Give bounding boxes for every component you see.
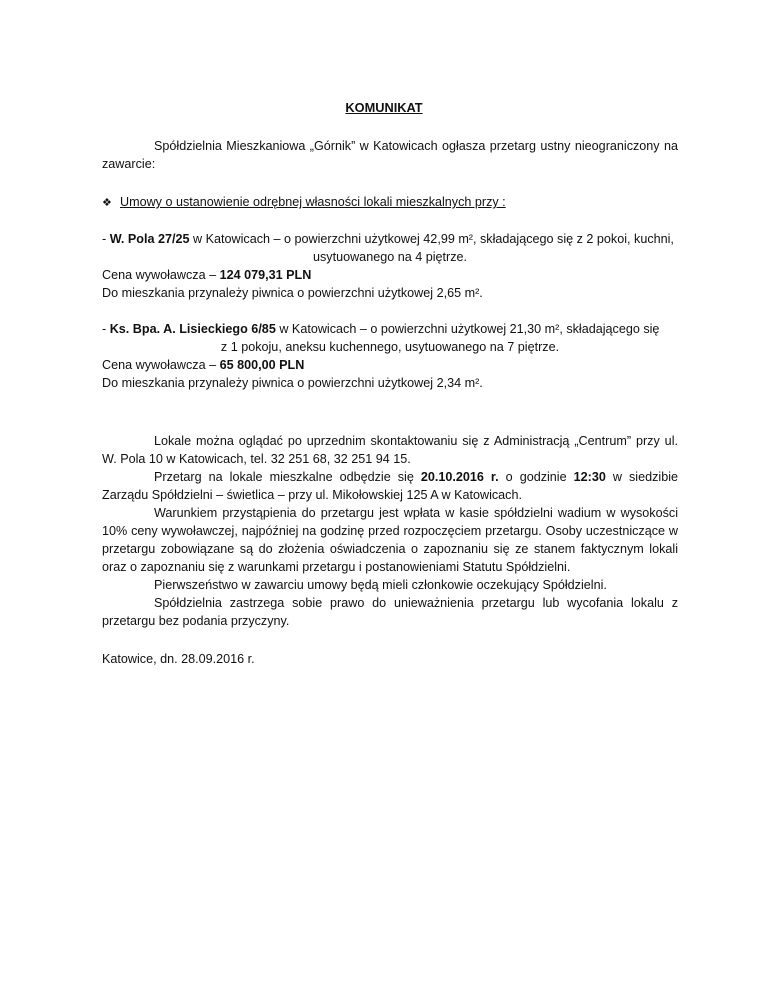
document-title: KOMUNIKAT <box>345 100 423 115</box>
unit-2 <box>102 320 678 392</box>
unit-1 <box>102 230 678 302</box>
diamond-bullet-icon: ❖ <box>102 197 112 209</box>
signature-date: Katowice, dn. 28.09.2016 r. <box>102 652 255 666</box>
body-paragraphs <box>102 432 678 630</box>
reservation-paragraph: Spółdzielnia zastrzega sobie prawo do unieważnienia przetargu lub wycofania lokalu z przetargu bez podania przyczyny. <box>102 596 678 628</box>
unit-1-line-2: usytuowanego na 4 piętrze. <box>312 250 468 264</box>
unit-2-line-1: - Ks. Bpa. A. Lisieckiego 6/85 w Katowicach – o powierzchni użytkowej 21,30 m², składającego się <box>102 322 660 336</box>
unit-1-address: W. Pola 27/25 <box>109 232 190 246</box>
auction-time: 12:30 <box>573 470 606 484</box>
auction-date: 20.10.2016 r. <box>420 470 499 484</box>
conditions-paragraph: Warunkiem przystąpienia do przetargu jest wpłata w kasie spółdzielni wadium w wysokości 10% ceny wywoławczej, najpóźniej na godzinę przed rozpoczęciem przetargu. Osoby uczestniczące w przetargu zobowiązane są do złożenia oświadczenia o zapoznaniu się ze stanem faktycznym lokali oraz o zapoznaniu się z warunkami przetargu i postanowieniami Statutu Spółdzielni. <box>102 506 678 574</box>
unit-2-price: Cena wywoławcza – 65 800,00 PLN <box>102 358 305 372</box>
unit-1-price: Cena wywoławcza – 124 079,31 PLN <box>102 268 312 282</box>
unit-2-cellar: Do mieszkania przynależy piwnica o powierzchni użytkowej 2,34 m². <box>102 376 483 390</box>
unit-1-line-1: - W. Pola 27/25 w Katowicach – o powierzchni użytkowej 42,99 m², składającego się z 2 pokoi, kuchni, <box>102 232 674 246</box>
auction-paragraph: Przetarg na lokale mieszkalne odbędzie się 20.10.2016 r. o godzinie 12:30 w siedzibie Zarządu Spółdzielni – świetlica – przy ul. Mikołowskiej 125 A w Katowicach. <box>102 470 679 502</box>
intro-paragraph <box>102 137 678 173</box>
unit-1-desc: w Katowicach – o powierzchni użytkowej 42,99 m², składającego się z 2 pokoi, kuchni, <box>189 232 674 246</box>
unit-2-address: Ks. Bpa. A. Lisieckiego 6/85 <box>109 322 276 336</box>
intro-text: Spółdzielnia Mieszkaniowa „Górnik” w Katowicach ogłasza przetarg ustny nieograniczony na zawarcie: <box>102 139 678 171</box>
unit-1-cellar: Do mieszkania przynależy piwnica o powierzchni użytkowej 2,65 m². <box>102 286 483 300</box>
bullet-heading <box>102 193 678 212</box>
bullet-heading-text: Umowy o ustanowienie odrębnej własności lokali mieszkalnych przy : <box>120 195 506 209</box>
unit-2-price-value: 65 800,00 PLN <box>219 358 305 372</box>
unit-1-price-value: 124 079,31 PLN <box>219 268 312 282</box>
unit-2-line-2: z 1 pokoju, aneksu kuchennego, usytuowanego na 7 piętrze. <box>220 340 560 354</box>
priority-paragraph: Pierwszeństwo w zawarciu umowy będą mieli członkowie oczekujący Spółdzielni. <box>154 578 607 592</box>
viewing-paragraph: Lokale można oglądać po uprzednim skontaktowaniu się z Administracją „Centrum” przy ul. W. Pola 10 w Katowicach, tel. 32 251 68, 32 251 94 15. <box>102 434 678 466</box>
unit-2-desc: w Katowicach – o powierzchni użytkowej 21,30 m², składającego się <box>275 322 660 336</box>
